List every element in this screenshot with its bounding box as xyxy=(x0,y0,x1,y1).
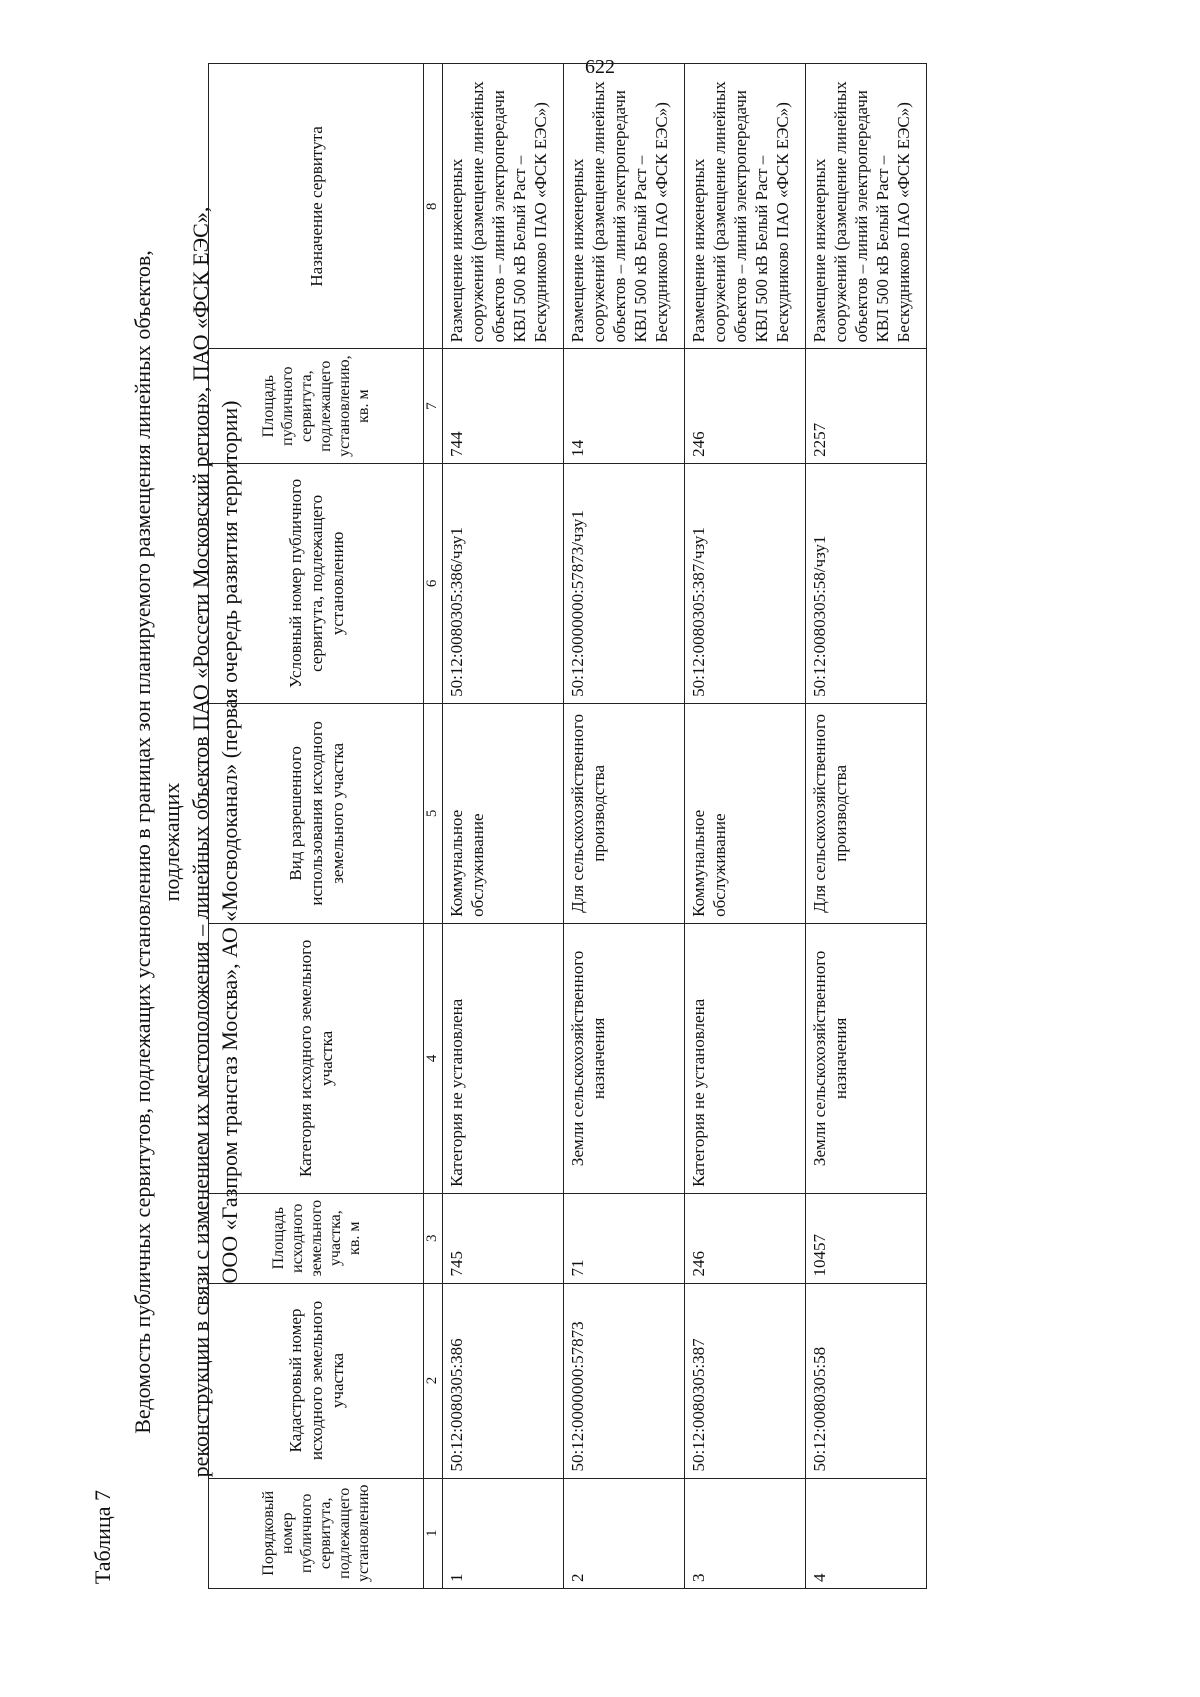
header-purpose: Назначение сервитута xyxy=(209,64,424,349)
cell-land-category: Земли сельскохозяйственного назначения xyxy=(564,923,685,1193)
cell-servitude-number: 50:12:0080305:58/чзу1 xyxy=(806,463,927,703)
cell-servitude-number: 50:12:0080305:387/чзу1 xyxy=(685,463,806,703)
header-land-category: Категория исходного земельного участка xyxy=(209,923,424,1193)
cell-permitted-use: Для сельскохозяйственного производства xyxy=(806,703,927,923)
cell-serial-number: 4 xyxy=(806,1478,927,1588)
column-number: 3 xyxy=(424,1193,443,1283)
cell-servitude-area: 2257 xyxy=(806,349,927,463)
cell-purpose: Размещение инженерных сооружений (размещение линейных объектов – линий электропередачи КВЛ 500 кВ Белый Раст – Бескудниково ПАО «ФСК ЕЭС») xyxy=(806,64,927,349)
column-number: 8 xyxy=(424,64,443,349)
cell-servitude-number: 50:12:0000000:57873/чзу1 xyxy=(564,463,685,703)
header-servitude-number: Условный номер публичного сервитута, подлежащего установлению xyxy=(209,463,424,703)
column-number: 6 xyxy=(424,463,443,703)
cell-cadastral-number: 50:12:0000000:57873 xyxy=(564,1283,685,1478)
header-serial-number: Порядковый номер публичного сервитута, подлежащего установлению xyxy=(209,1478,424,1588)
header-permitted-use: Вид разрешенного использования исходного земельного участка xyxy=(209,703,424,923)
cell-serial-number: 3 xyxy=(685,1478,806,1588)
cell-servitude-area: 246 xyxy=(685,349,806,463)
cell-cadastral-number: 50:12:0080305:386 xyxy=(443,1283,564,1478)
cell-land-category: Категория не установлена xyxy=(685,923,806,1193)
cell-purpose: Размещение инженерных сооружений (размещение линейных объектов – линий электропередачи КВЛ 500 кВ Белый Раст – Бескудниково ПАО «ФСК ЕЭС») xyxy=(564,64,685,349)
header-row xyxy=(209,64,424,1589)
header-cadastral-number: Кадастровый номер исходного земельного участка xyxy=(209,1283,424,1478)
cell-source-area: 745 xyxy=(443,1193,564,1283)
table-label: Таблица 7 xyxy=(90,1490,115,1585)
cell-serial-number: 2 xyxy=(564,1478,685,1588)
table-row xyxy=(806,64,927,1589)
cell-land-category: Категория не установлена xyxy=(443,923,564,1193)
cell-serial-number: 1 xyxy=(443,1478,564,1588)
cell-servitude-number: 50:12:0080305:386/чзу1 xyxy=(443,463,564,703)
column-number-row xyxy=(424,64,443,1589)
cell-permitted-use: Коммунальное обслуживание xyxy=(443,703,564,923)
cell-cadastral-number: 50:12:0080305:58 xyxy=(806,1283,927,1478)
cell-source-area: 246 xyxy=(685,1193,806,1283)
column-number: 7 xyxy=(424,349,443,463)
caption-line: Ведомость публичных сервитутов, подлежащих установлению в границах зон планируемого размещения линейных объектов, подлежащих xyxy=(130,250,184,1434)
cell-source-area: 10457 xyxy=(806,1193,927,1283)
column-number: 1 xyxy=(424,1478,443,1588)
column-number: 4 xyxy=(424,923,443,1193)
caption-line: реконструкции в связи с изменением их местоположения – линейных объектов ПАО «Россети Московский регион», ПАО «ФСК ЕЭС», xyxy=(188,206,213,1478)
table-row xyxy=(685,64,806,1589)
header-servitude-area: Площадь публичного сервитута, подлежащего установлению, кв. м xyxy=(209,349,424,463)
cell-servitude-area: 744 xyxy=(443,349,564,463)
column-number: 5 xyxy=(424,703,443,923)
table-row xyxy=(443,64,564,1589)
servitudes-table xyxy=(208,63,927,1589)
cell-source-area: 71 xyxy=(564,1193,685,1283)
cell-cadastral-number: 50:12:0080305:387 xyxy=(685,1283,806,1478)
cell-permitted-use: Для сельскохозяйственного производства xyxy=(564,703,685,923)
caption-line: ООО «Газпром трансгаз Москва», АО «Мосводоканал» (первая очередь развития территории) xyxy=(217,400,242,1284)
page-number: 622 xyxy=(585,56,615,78)
cell-purpose: Размещение инженерных сооружений (размещение линейных объектов – линий электропередачи КВЛ 500 кВ Белый Раст – Бескудниково ПАО «ФСК ЕЭС») xyxy=(443,64,564,349)
cell-purpose: Размещение инженерных сооружений (размещение линейных объектов – линий электропередачи КВЛ 500 кВ Белый Раст – Бескудниково ПАО «ФСК ЕЭС») xyxy=(685,64,806,349)
cell-servitude-area: 14 xyxy=(564,349,685,463)
cell-land-category: Земли сельскохозяйственного назначения xyxy=(806,923,927,1193)
table-row xyxy=(564,64,685,1589)
header-source-area: Площадь исходного земельного участка, кв. м xyxy=(209,1193,424,1283)
cell-permitted-use: Коммунальное обслуживание xyxy=(685,703,806,923)
column-number: 2 xyxy=(424,1283,443,1478)
